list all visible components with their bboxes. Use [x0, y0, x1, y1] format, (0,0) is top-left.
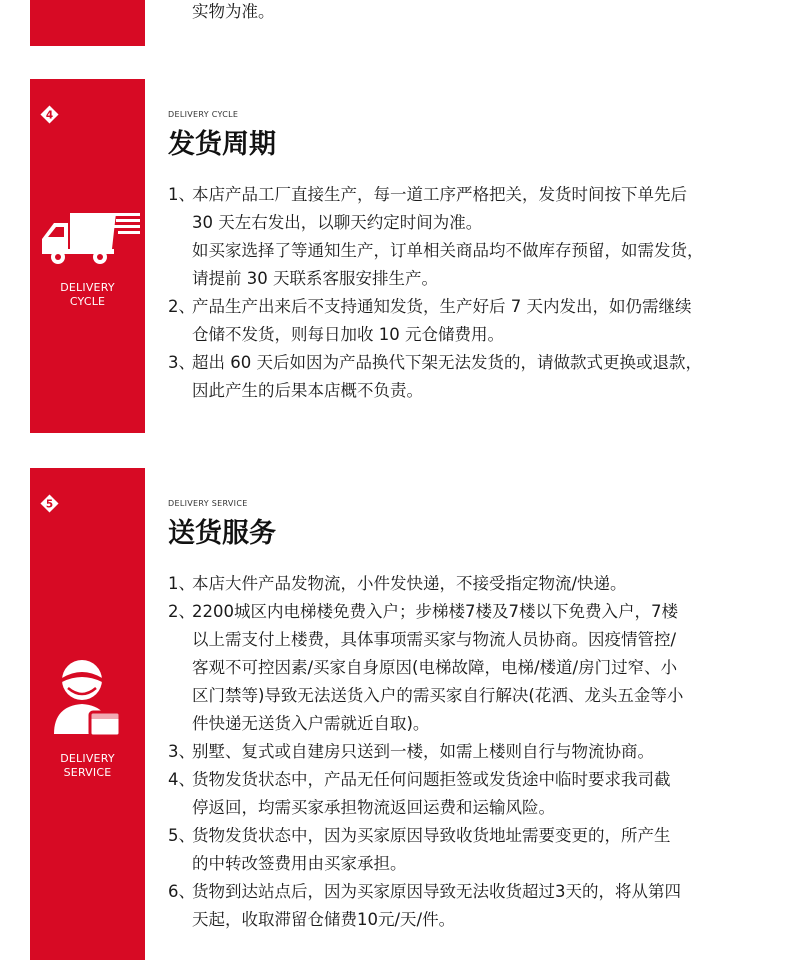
list-item — [168, 598, 758, 738]
section5-sidebar-bar — [30, 468, 145, 960]
list-item-line: 本店产品工厂直接生产，每一道工序严格把关，发货时间按下单先后 — [192, 185, 687, 204]
badge-diamond-icon — [40, 105, 59, 124]
list-item-line: 货物发货状态中，因为买家原因导致收货地址需要变更的，所产生 — [192, 826, 671, 845]
list-item-line: 请提前 30 天联系客服安排生产。 — [192, 269, 438, 288]
list-item-line: 的中转改签费用由买家承担。 — [192, 854, 407, 873]
section3-sidebar-bar — [30, 0, 145, 46]
section-title: 送货服务 — [168, 518, 276, 549]
rules-list — [168, 181, 758, 405]
list-item-line: 仓储不发货，则每日加收 10 元仓储费用。 — [192, 325, 504, 344]
delivery-service-section — [168, 498, 758, 934]
list-item-line: 客观不可控因素/买家自身原因(电梯故障，电梯/楼道/房门过窄、小 — [192, 658, 678, 677]
list-item-line: 超出 60 天后如因为产品换代下架无法发货的，请做款式更换或退款， — [192, 353, 702, 372]
badge-number: 4 — [45, 109, 54, 122]
list-item-line: 区门禁等)导致无法送货入户的需买家自行解决(花洒、龙头五金等小 — [192, 686, 684, 705]
section-en-title: DELIVERY SERVICE — [168, 499, 248, 508]
rules-list — [168, 570, 758, 934]
list-item-number: 1、 — [168, 185, 195, 204]
section5-side-label: DELIVERY SERVICE — [60, 752, 115, 779]
list-item-line: 件快递无送货入户需就近自取)。 — [192, 714, 430, 733]
section4-side-label: DELIVERY CYCLE — [60, 281, 115, 308]
list-item — [168, 766, 758, 822]
delivery-cycle-section — [168, 109, 758, 405]
delivery-person-icon — [50, 656, 124, 736]
section3-continuation-text: 实物为准。 — [192, 2, 275, 21]
section4-sidebar-bar — [30, 79, 145, 433]
list-item-line: 停返回，均需买家承担物流返回运费和运输风险。 — [192, 798, 555, 817]
list-item-number: 1、 — [168, 574, 195, 593]
list-item-number: 6、 — [168, 882, 195, 901]
list-item-line: 货物到达站点后，因为买家原因导致无法收货超过3天的，将从第四 — [192, 882, 681, 901]
section-title: 发货周期 — [168, 129, 276, 160]
list-item-line: 以上需支付上楼费，具体事项需买家与物流人员协商。因疫情管控/ — [192, 630, 677, 649]
list-item-line: 产品生产出来后不支持通知发货，生产好后 7 天内发出，如仍需继续 — [192, 297, 692, 316]
list-item-number: 5、 — [168, 826, 195, 845]
list-item — [168, 878, 758, 934]
list-item-line: 30 天左右发出，以聊天约定时间为准。 — [192, 213, 483, 232]
list-item-line: 天起，收取滞留仓储费10元/天/件。 — [192, 910, 456, 929]
list-item — [168, 822, 758, 878]
list-item-line: 别墅、复式或自建房只送到一楼，如需上楼则自行与物流协商。 — [192, 742, 654, 761]
list-item — [168, 181, 758, 293]
list-item-line: 本店大件产品发物流，小件发快递，不接受指定物流/快递。 — [192, 574, 627, 593]
list-item-number: 3、 — [168, 353, 195, 372]
list-item — [168, 349, 758, 405]
badge-number: 5 — [45, 498, 54, 511]
list-item-line: 如买家选择了等通知生产，订单相关商品均不做库存预留，如需发货， — [192, 241, 704, 260]
list-item-number: 2、 — [168, 297, 195, 316]
list-item-number: 2、 — [168, 602, 195, 621]
list-item-line: 2200城区内电梯楼免费入户；步梯楼7楼及7楼以下免费入户，7楼 — [192, 602, 678, 621]
list-item-line: 因此产生的后果本店概不负责。 — [192, 381, 423, 400]
list-item-number: 4、 — [168, 770, 195, 789]
list-item — [168, 293, 758, 349]
truck-icon — [40, 209, 140, 269]
list-item — [168, 738, 758, 766]
list-item-line: 货物发货状态中，产品无任何问题拒签或发货途中临时要求我司截 — [192, 770, 671, 789]
badge-diamond-icon — [40, 494, 59, 513]
list-item-number: 3、 — [168, 742, 195, 761]
section-en-title: DELIVERY CYCLE — [168, 110, 239, 119]
list-item — [168, 570, 758, 598]
